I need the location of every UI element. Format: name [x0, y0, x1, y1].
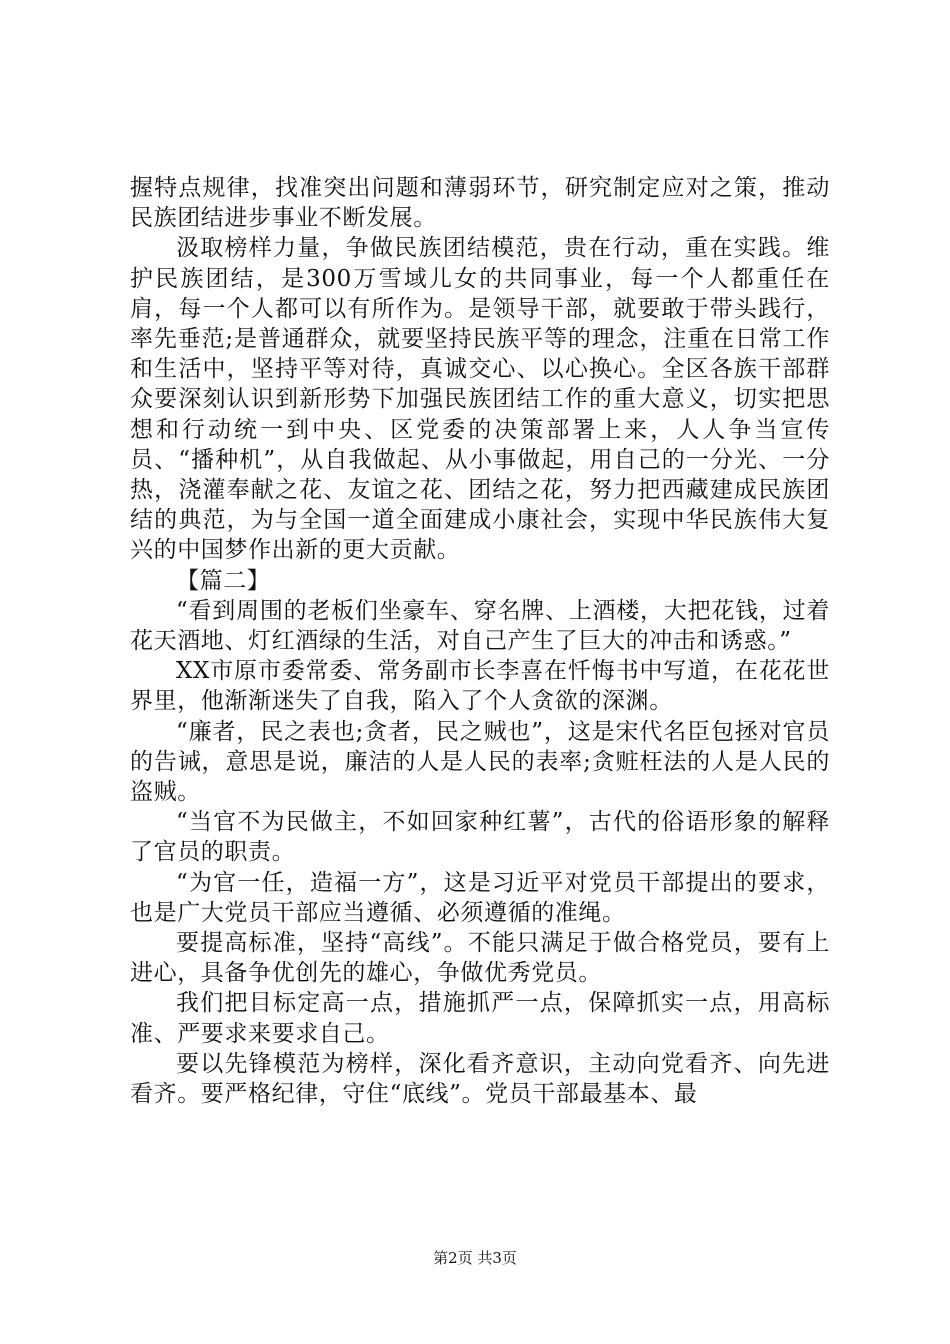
page-footer: 第2页 共3页	[433, 1249, 517, 1267]
paragraph-ethnic-unity: 汲取榜样力量，争做民族团结模范，贵在行动，重在实践。维护民族团结，是300万雪域儿女的共同事业，每一个人都重任在肩，每一个人都可以有所作为。是领导干部，就要敢于带头践行，率先垂范;是普通群众，就要坚持民族平等的理念，注重在日常工作和生活中，坚持平等对待，真诚交心、以心换心。全区各族干部群众要深刻认识到新形势下加强民族团结工作的重大意义，切实把思想和行动统一到中央、区党委的决策部署上来，人人争当宣传员、“播种机”，从自我做起、从小事做起，用自己的一分光、一分热，浇灌奉献之花、友谊之花、团结之花，努力把西藏建成民族团结的典范，为与全国一道全面建成小康社会，实现中华民族伟大复兴的中国梦作出新的更大贡献。	[130, 235, 830, 564]
paragraph-quote-temptation: “看到周围的老板们坐豪车、穿名牌、上酒楼，大把花钱，过着花天酒地、灯红酒绿的生活，对自己产生了巨大的冲击和诱惑。”	[130, 597, 830, 655]
paragraph-proverb: “当官不为民做主，不如回家种红薯”，古代的俗语形象的解释了官员的职责。	[130, 809, 830, 866]
paragraph-high-standard: 要提高标准，坚持“高线”。不能只满足于做合格党员，要有上进心，具备争优创先的雄心，争做优秀党员。	[130, 930, 830, 987]
paragraph-serve-one-place: “为官一任，造福一方”，这是习近平对党员干部提出的要求，也是广大党员干部应当遵循、必须遵循的准绳。	[130, 869, 830, 926]
paragraph-role-models: 要以先锋模范为榜样，深化看齐意识，主动向党看齐、向先进看齐。要严格纪律，守住“底线”。党员干部最基本、最	[130, 1050, 830, 1108]
paragraph-bao-zheng: “廉者，民之表也;贪者，民之贼也”，这是宋代名臣包拯对官员的告诫，意思是说，廉洁的人是人民的表率;贪赃枉法的人是人民的盗贼。	[130, 718, 830, 806]
paragraph-confession: XX市原市委常委、常务副市长李喜在忏悔书中写道，在花花世界里，他渐渐迷失了自我，陷入了个人贪欲的深渊。	[130, 658, 830, 715]
section-heading: 【篇二】	[176, 567, 271, 594]
document-body	[130, 173, 830, 1109]
paragraph-goals: 我们把目标定高一点，措施抓严一点，保障抓实一点，用高标准、严要求来要求自己。	[130, 990, 830, 1047]
paragraph-continuation: 握特点规律，找准突出问题和薄弱环节，研究制定应对之策，推动民族团结进步事业不断发展。	[130, 175, 830, 232]
